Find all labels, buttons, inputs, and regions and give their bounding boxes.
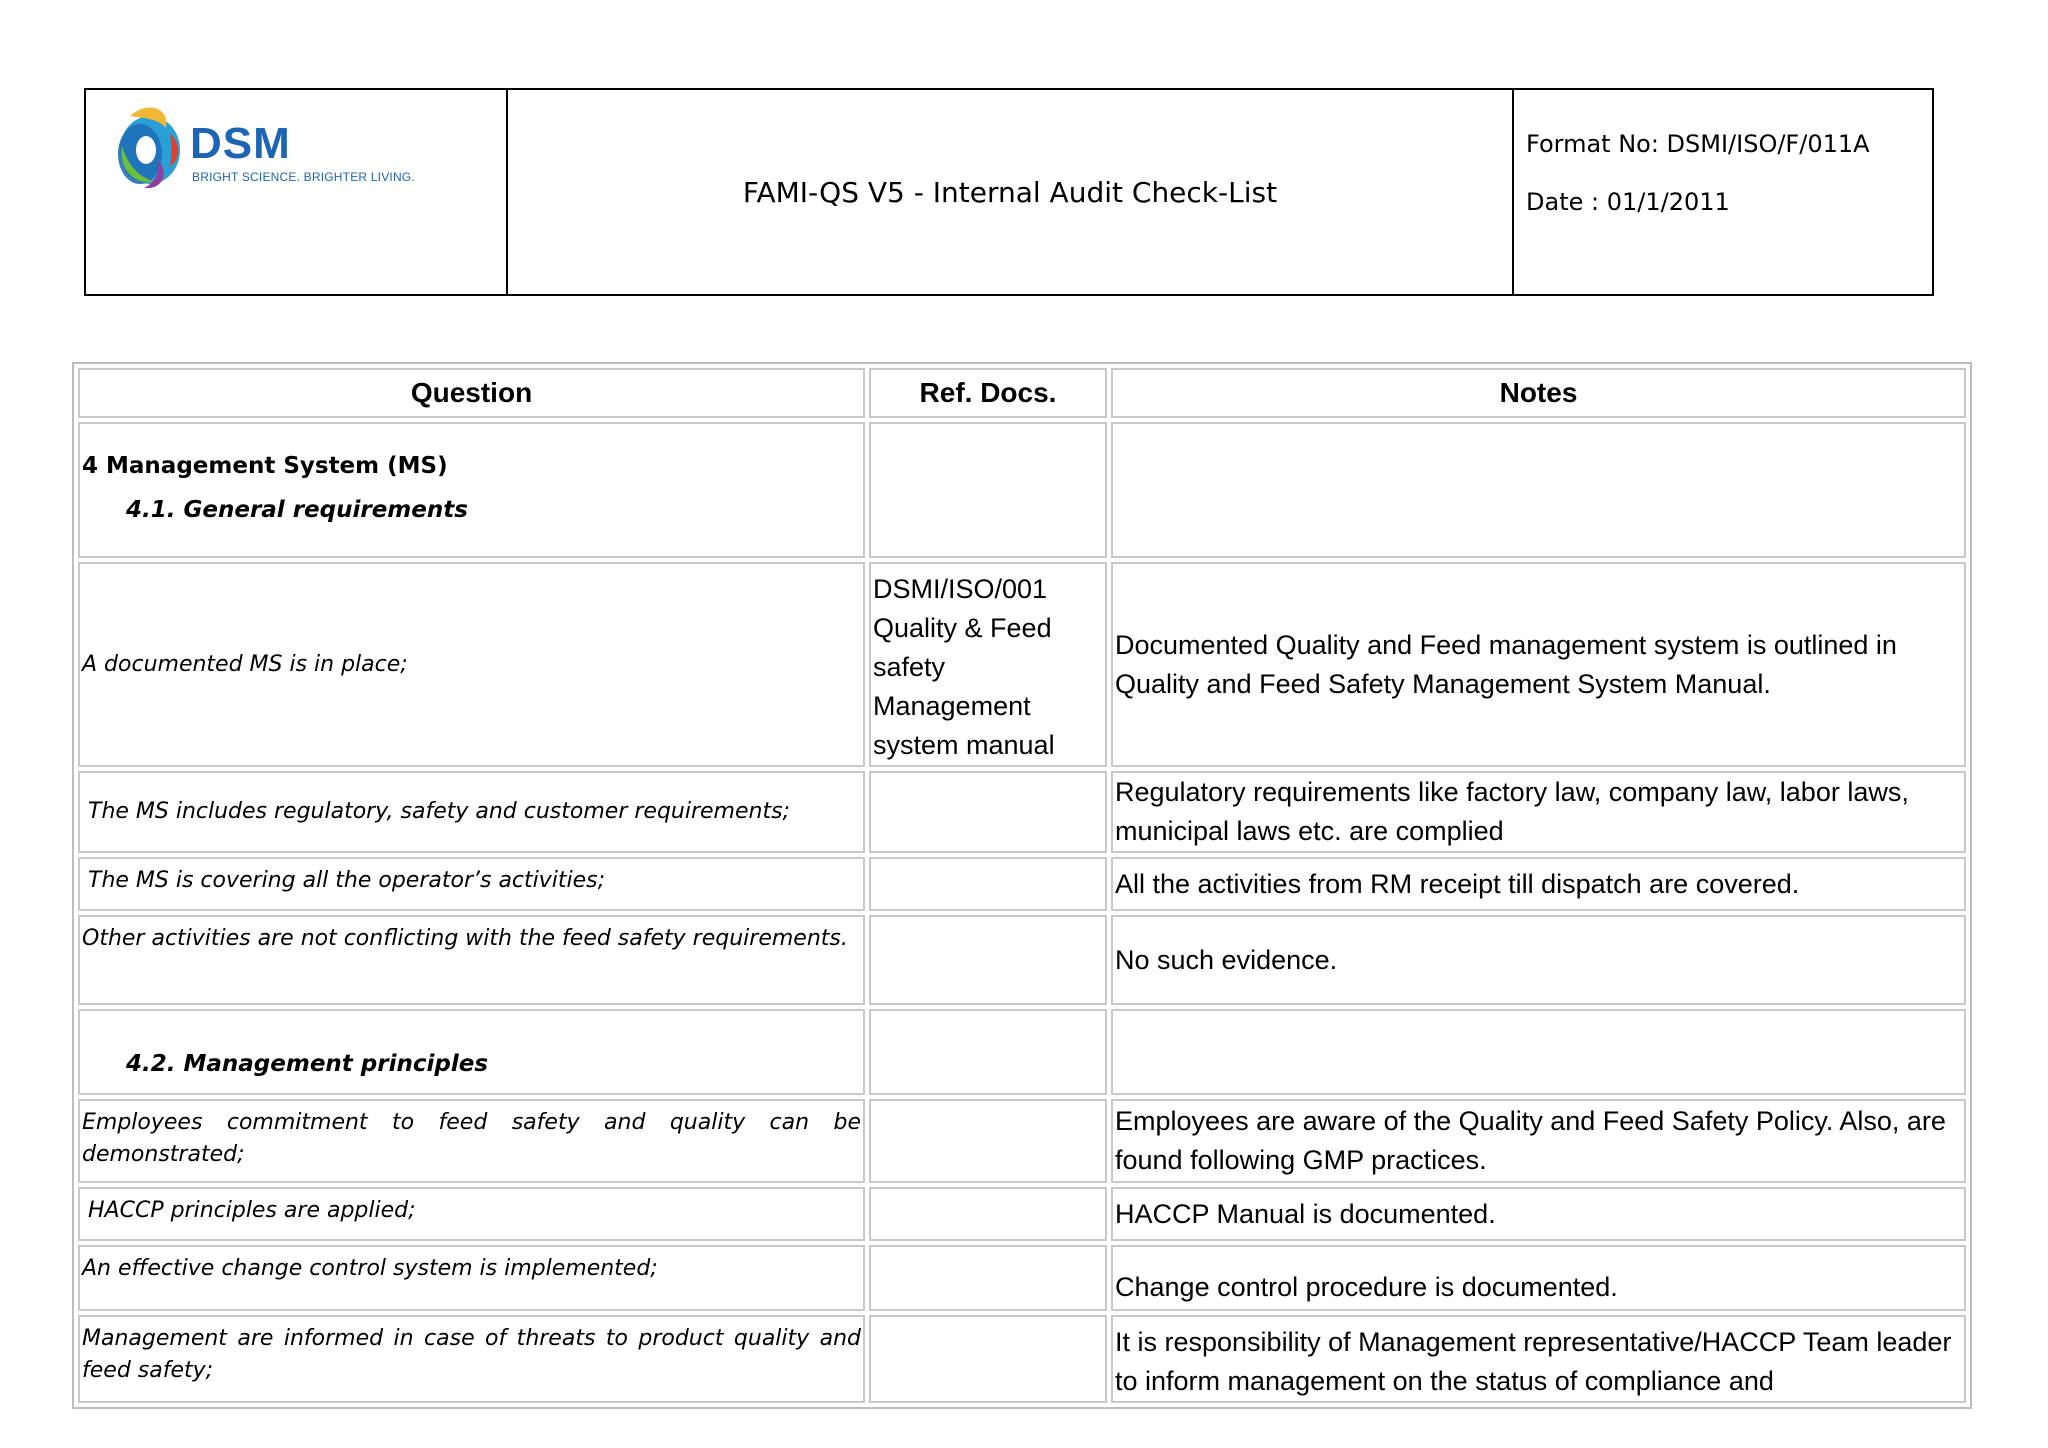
section-heading-cell — [78, 422, 865, 558]
document-title: FAMI-QS V5 - Internal Audit Check-List — [507, 89, 1513, 295]
note-cell — [1111, 422, 1966, 558]
column-header-question: Question — [78, 368, 865, 418]
ref-cell — [869, 1009, 1107, 1095]
question-cell: An effective change control system is implemented; — [78, 1245, 865, 1311]
ref-cell: DSMI/ISO/001 Quality & Feed safety Management system manual — [869, 562, 1107, 767]
document-date: Date : 01/1/2011 — [1526, 188, 1730, 216]
ref-cell — [869, 1315, 1107, 1403]
question-cell: Other activities are not conflicting with the feed safety requirements. — [78, 915, 865, 1005]
logo-wordmark: DSM — [190, 119, 291, 168]
section-title: 4 Management System (MS) — [82, 453, 448, 479]
note-cell: All the activities from RM receipt till dispatch are covered. — [1111, 857, 1966, 911]
ref-cell — [869, 422, 1107, 558]
question-cell: The MS includes regulatory, safety and customer requirements; — [78, 771, 865, 853]
note-cell: Employees are aware of the Quality and Feed Safety Policy. Also, are found following GMP practices. — [1111, 1099, 1966, 1183]
audit-checklist-table — [72, 362, 1972, 1409]
table-row — [78, 915, 1966, 1005]
logo-cell — [85, 89, 507, 295]
ref-cell — [869, 1187, 1107, 1241]
ref-cell — [869, 1099, 1107, 1183]
section-subtitle: 4.2. Management principles — [126, 1051, 489, 1077]
table-row — [78, 771, 1966, 853]
ref-cell — [869, 857, 1107, 911]
question-cell: Employees commitment to feed safety and quality can be demonstrated; — [78, 1099, 865, 1183]
table-row — [78, 1245, 1966, 1311]
table-header-row — [78, 368, 1966, 418]
table-row — [78, 857, 1966, 911]
question-cell: HACCP principles are applied; — [78, 1187, 865, 1241]
ref-cell — [869, 915, 1107, 1005]
note-cell: It is responsibility of Management representative/HACCP Team leader to inform management on the status of compliance and — [1111, 1315, 1966, 1403]
note-cell: Regulatory requirements like factory law, company law, labor laws, municipal laws etc. are complied — [1111, 771, 1966, 853]
document-header — [84, 88, 1934, 296]
ref-cell — [869, 1245, 1107, 1311]
question-cell: A documented MS is in place; — [78, 562, 865, 767]
column-header-notes: Notes — [1111, 368, 1966, 418]
section-row — [78, 422, 1966, 558]
dsm-logo — [100, 94, 415, 194]
section-heading-cell — [78, 1009, 865, 1095]
dsm-logo-icon — [100, 94, 190, 194]
logo-tagline: BRIGHT SCIENCE. BRIGHTER LIVING. — [192, 170, 415, 184]
ref-cell — [869, 771, 1107, 853]
question-cell: The MS is covering all the operator’s activities; — [78, 857, 865, 911]
format-number: Format No: DSMI/ISO/F/011A — [1526, 130, 1870, 158]
section-subtitle: 4.1. General requirements — [126, 497, 468, 523]
table-row — [78, 1099, 1966, 1183]
note-cell — [1111, 1009, 1966, 1095]
note-cell: Change control procedure is documented. — [1111, 1245, 1966, 1311]
table-row — [78, 562, 1966, 767]
column-header-ref-docs: Ref. Docs. — [869, 368, 1107, 418]
note-cell: HACCP Manual is documented. — [1111, 1187, 1966, 1241]
section-row — [78, 1009, 1966, 1095]
table-row — [78, 1315, 1966, 1403]
table-row — [78, 1187, 1966, 1241]
document-meta — [1513, 89, 1933, 295]
note-cell: Documented Quality and Feed management system is outlined in Quality and Feed Safety Management System Manual. — [1111, 562, 1966, 767]
note-cell: No such evidence. — [1111, 915, 1966, 1005]
question-cell: Management are informed in case of threats to product quality and feed safety; — [78, 1315, 865, 1403]
